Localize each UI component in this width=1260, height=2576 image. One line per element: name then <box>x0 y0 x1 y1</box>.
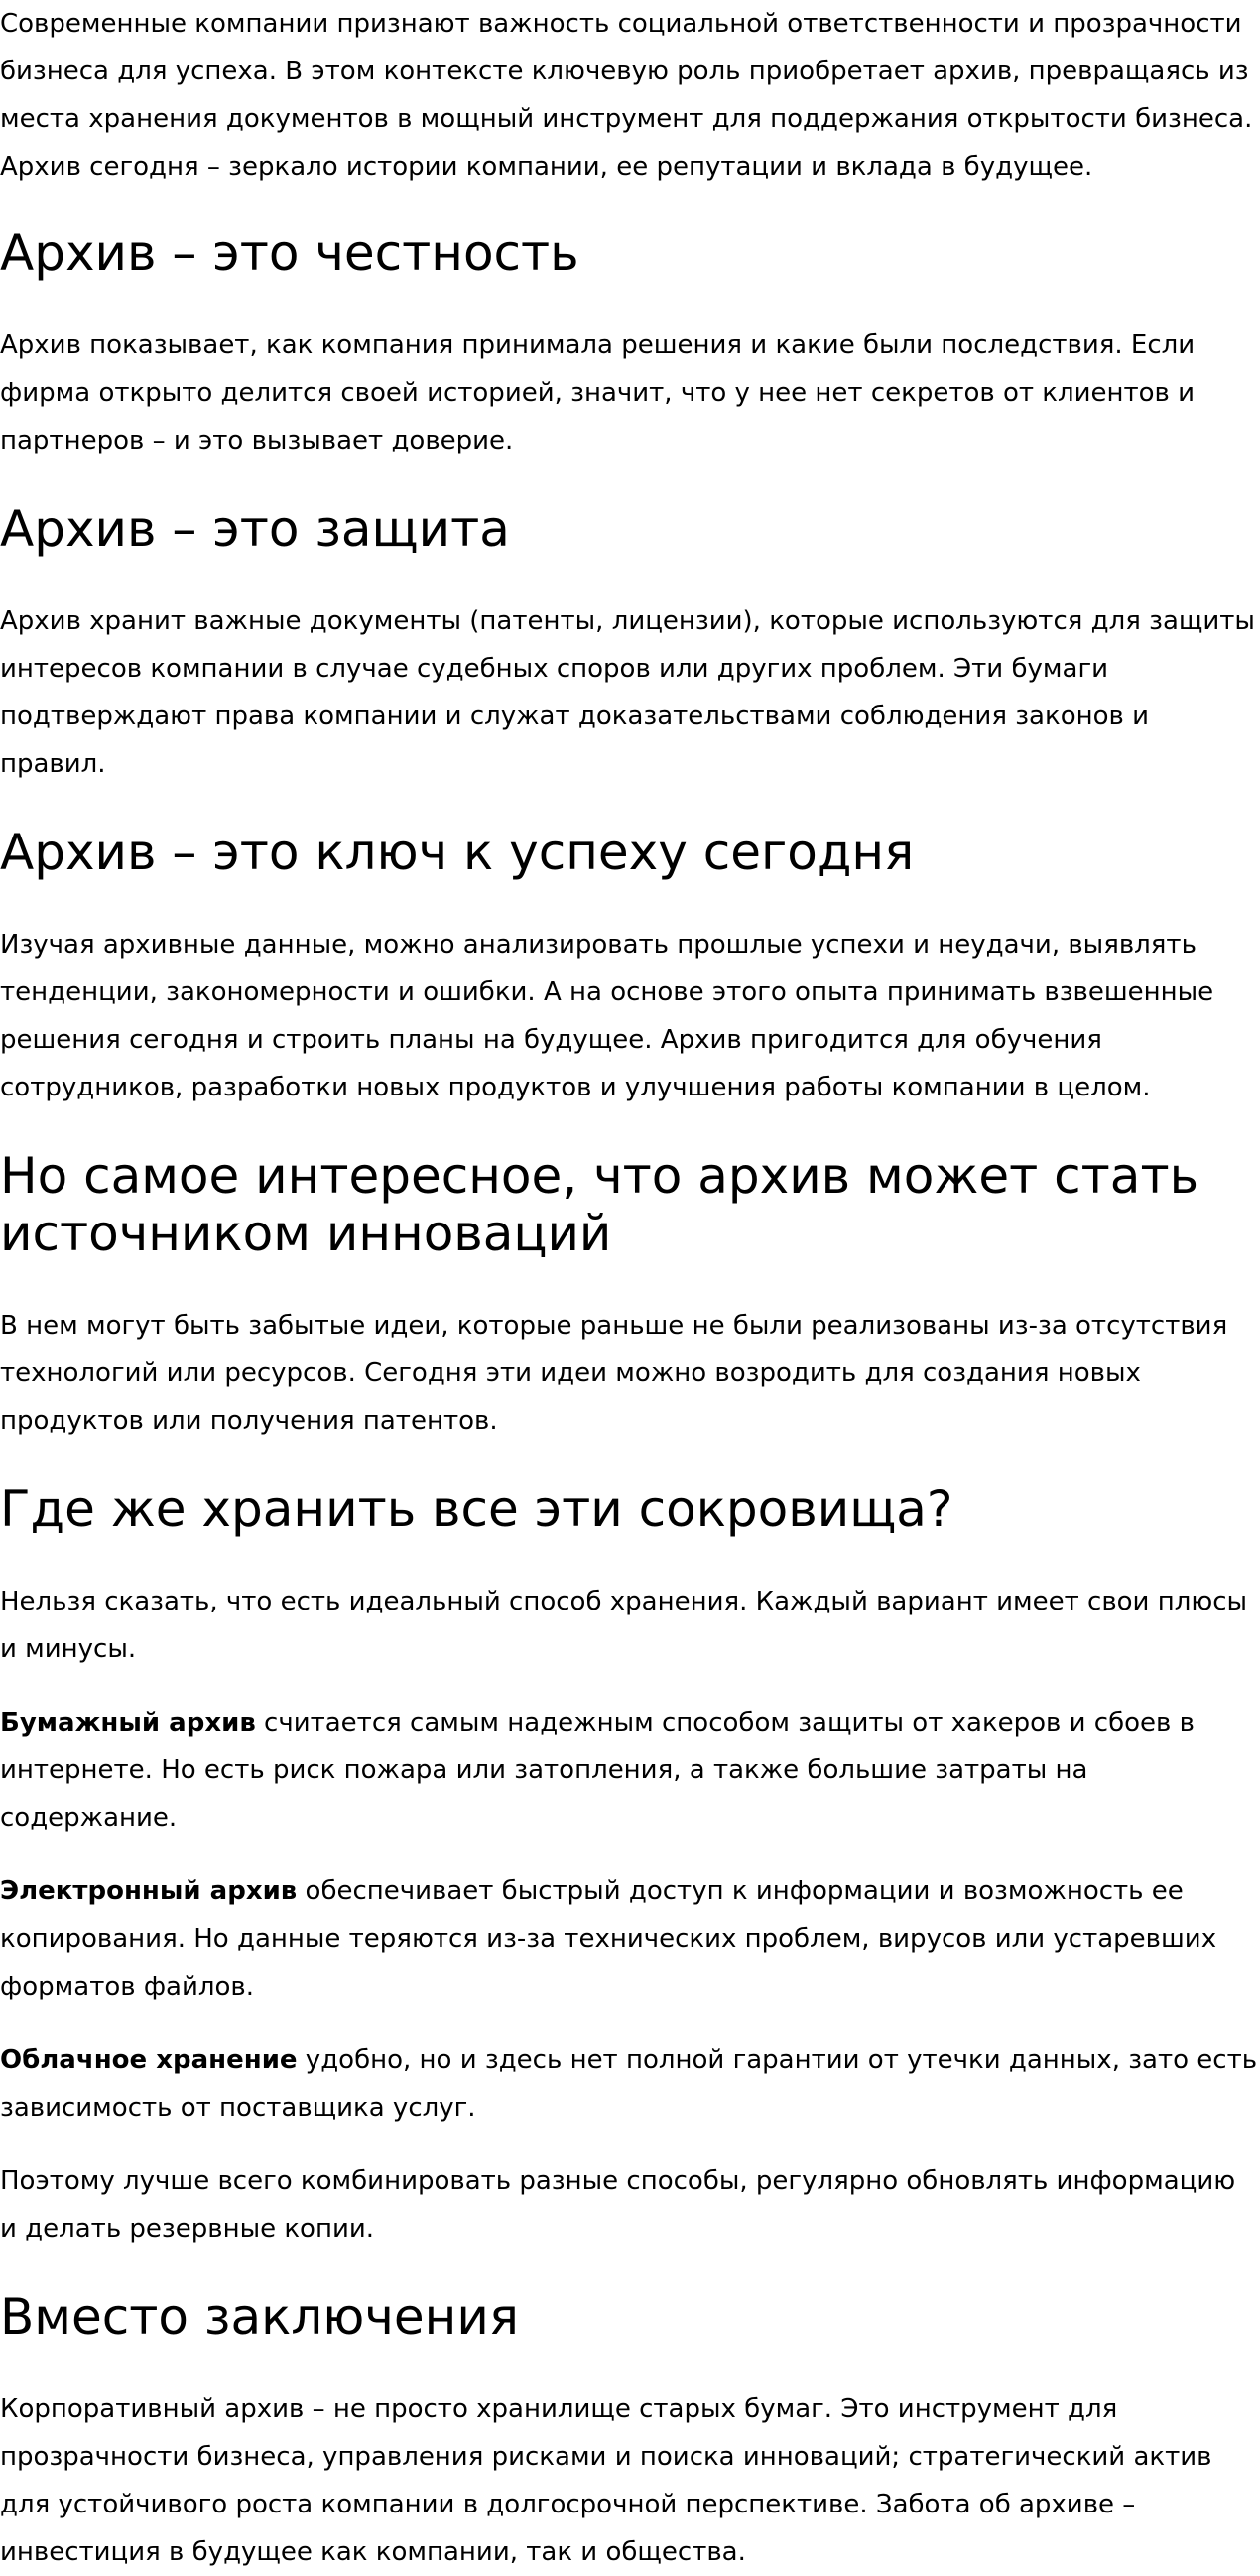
heading-conclusion: Вместо заключения <box>0 2288 519 2346</box>
paragraph-innovation: В нем могут быть забытые идеи, которые раньше не были реализованы из-за отсутствия технологий или ресурсов. Сегодня эти идеи можно возродить для создания новых продуктов или получения патентов. <box>0 1311 1228 1436</box>
text-cloud-storage: удобно, но и здесь нет полной гарантии от утечки данных, зато есть зависимость от поставщика услуг. <box>0 2045 1258 2123</box>
paragraph-storage-intro: Нельзя сказать, что есть идеальный способ хранения. Каждый вариант имеет свои плюсы и минусы. <box>0 1587 1248 1664</box>
paragraph-storage-cloud <box>0 2036 1260 2131</box>
heading-success: Архив – это ключ к успеху сегодня <box>0 824 915 881</box>
paragraph-protection: Архив хранит важные документы (патенты, лицензии), которые используются для защиты интересов компании в случае судебных споров или других проблем. Эти бумаги подтверждают права компании и служат доказательствами соблюдения законов и правил. <box>0 606 1255 779</box>
paragraph-storage-electronic <box>0 1868 1260 2010</box>
heading-innovation: Но самое интересное, что архив может стать источником инноваций <box>0 1147 1199 1262</box>
heading-honesty: Архив – это честность <box>0 224 579 282</box>
heading-protection: Архив – это защита <box>0 500 510 558</box>
intro-paragraph: Современные компании признают важность социальной ответственности и прозрачности бизнеса для успеха. В этом контексте ключевую роль приобретает архив, превращаясь из места хранения документов в мощный инструмент для поддержания открытости бизнеса. Архив сегодня – зеркало истории компании, ее репутации и вклада в будущее. <box>0 9 1253 182</box>
paragraph-conclusion: Корпоративный архив – не просто хранилище старых бумаг. Это инструмент для прозрачности бизнеса, управления рисками и поиска инноваций; стратегический актив для устойчивого роста компании в долгосрочной перспективе. Забота об архиве – инвестиция в будущее как компании, так и общества. <box>0 2394 1212 2567</box>
text-paper-archive: считается самым надежным способом защиты от хакеров и сбоев в интернете. Но есть риск пожара или затопления, а также большие затраты на содержание. <box>0 1708 1195 1833</box>
paragraph-storage-paper <box>0 1699 1260 1842</box>
paragraph-storage-outro: Поэтому лучше всего комбинировать разные способы, регулярно обновлять информацию и делать резервные копии. <box>0 2166 1236 2244</box>
text-electronic-archive: обеспечивает быстрый доступ к информации и возможность ее копирования. Но данные теряются из-за технических проблем, вирусов или устаревших форматов файлов. <box>0 1876 1217 2001</box>
heading-storage: Где же хранить все эти сокровища? <box>0 1481 953 1538</box>
paragraph-success: Изучая архивные данные, можно анализировать прошлые успехи и неудачи, выявлять тенденции, закономерности и ошибки. А на основе этого опыта принимать взвешенные решения сегодня и строить планы на будущее. Архив пригодится для обучения сотрудников, разработки новых продуктов и улучшения работы компании в целом. <box>0 930 1214 1102</box>
paragraph-honesty: Архив показывает, как компания принимала решения и какие были последствия. Если фирма открыто делится своей историей, значит, что у нее нет секретов от клиентов и партнеров – и это вызывает доверие. <box>0 330 1196 455</box>
term-cloud-storage: Облачное хранение <box>0 2045 298 2075</box>
term-electronic-archive: Электронный архив <box>0 1876 298 1906</box>
term-paper-archive: Бумажный архив <box>0 1708 256 1738</box>
